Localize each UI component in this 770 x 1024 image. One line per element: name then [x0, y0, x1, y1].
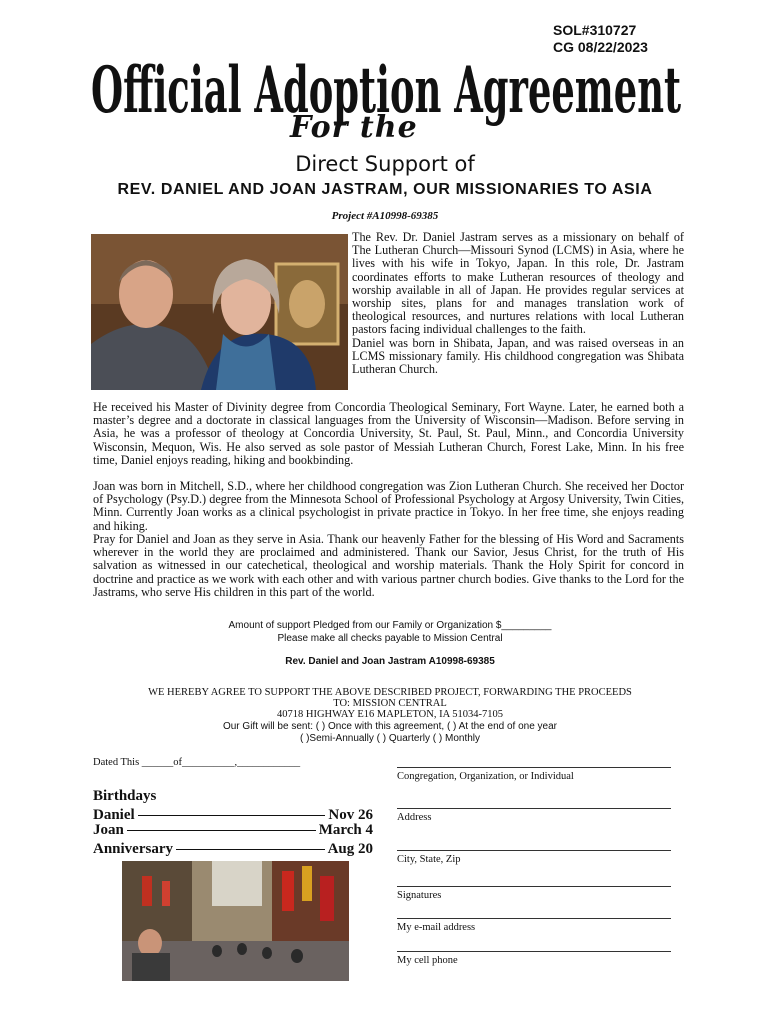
anniversary-rule — [176, 849, 325, 850]
title-text: Official Adoption Agreement — [91, 53, 682, 128]
signatures-field[interactable] — [397, 886, 671, 901]
congregation-field[interactable] — [397, 767, 671, 782]
paragraph-2: He received his Master of Divinity degree from Concordia Theological Seminary, Fort Wayne. Later, he earned both a master’s degree and a doctorate in classical languages from the University of Wisconsin—Madison. Before serving in Asia, he was a professor of theology at Concordia University, St. Paul, St. Paul, Minn., and Concordia University Wisconsin, Mequon, Wis. He also served as sole pastor of Messiah Lutheran Church, Forest Lake, Minn. In his free time, Daniel enjoys reading, hiking and bookbinding. — [93, 400, 684, 467]
agreement-address: 40718 HIGHWAY E16 MAPLETON, IA 51034-7105 — [277, 709, 503, 720]
gift-frequency-2: ( )Semi-Annually ( ) Quarterly ( ) Monthly — [299, 733, 481, 744]
paragraph-2-intro: Daniel was born in Shibata, Japan, and was raised overseas in an LCMS missionary family. His childhood congregation was Shibata Lutheran Church. — [352, 335, 684, 377]
street-scene-photo — [122, 861, 349, 981]
payable-note: Please make all checks payable to Mission Central — [277, 633, 503, 644]
address-field[interactable] — [397, 808, 671, 823]
paragraph-4: Pray for Daniel and Joan as they serve in Asia. Thank our heavenly Father for the blessing of His Word and Sacraments wherever in the world they are proclaimed and administered. Thank our Savior, Jesus Christ, for the truth of His salvation as witnessed in our catechetical, theological and worship materials. Thank the Holy Spirit for concord in doctrine and practice as we work with each other and with various partner church bodies. Give thanks to the Lord for the Jastrams, who serve His children in this part of the world. — [93, 532, 684, 599]
sol-number: SOL#310727 — [553, 22, 637, 38]
congregation-label: Congregation, Organization, or Individual — [397, 771, 574, 782]
paragraph-1 — [352, 231, 684, 376]
direct-support-heading: Direct Support of — [295, 152, 475, 176]
city-state-zip-label: City, State, Zip — [397, 854, 461, 865]
joan-rule — [127, 830, 316, 831]
agreement-line-2: TO: MISSION CENTRAL — [333, 698, 447, 709]
missionary-names: REV. DANIEL AND JOAN JASTRAM, OUR MISSIONARIES TO ASIA — [117, 181, 653, 198]
anniversary — [93, 841, 373, 858]
address-label: Address — [397, 812, 432, 823]
daniel-label: Daniel — [93, 807, 135, 823]
joan-label: Joan — [93, 822, 124, 838]
city-state-zip-field[interactable] — [397, 850, 671, 865]
birthdays-heading: Birthdays — [93, 788, 157, 804]
dated-field[interactable]: Dated This ______of__________,____________ — [93, 757, 301, 768]
for-the-text: For the — [290, 110, 418, 145]
joan-date: March 4 — [318, 822, 373, 838]
paragraph-1-text: The Rev. Dr. Daniel Jastram serves as a missionary on behalf of The Lutheran Church—Missouri Synod (LCMS) in Asia, where he lives with his wife in Tokyo, Japan. In this role, Dr. Jastram coordinates efforts to make Lutheran resources of theology and worship available in all of Japan. He provides regular services at worship sites, plans for and manages translation work of theological resources, and nurtures relations with local Lutheran pastors facing individual challenges to the faith. — [352, 230, 684, 337]
cg-date: CG 08/22/2023 — [553, 39, 648, 55]
project-number: Project #A10998-69385 — [331, 210, 439, 222]
agreement-line-1: WE HEREBY AGREE TO SUPPORT THE ABOVE DESCRIBED PROJECT, FORWARDING THE PROCEEDS — [148, 687, 632, 698]
cell-phone-label: My cell phone — [397, 955, 458, 966]
pledge-amount: Amount of support Pledged from our Family or Organization $_________ — [228, 620, 552, 631]
email-field[interactable] — [397, 918, 671, 933]
anniversary-label: Anniversary — [93, 841, 173, 857]
anniversary-date: Aug 20 — [327, 841, 373, 857]
paragraph-3: Joan was born in Mitchell, S.D., where her childhood congregation was Zion Lutheran Church. She received her Doctor of Psychology (Psy.D.) degree from the Minnesota School of Professional Psychology at Argosy University, Twin Cities, Minn. Currently Joan works as a clinical psychologist in private practice in Tokyo. In her free time, she enjoys reading and hiking. — [93, 479, 684, 533]
email-label: My e-mail address — [397, 922, 476, 933]
project-reference: Rev. Daniel and Joan Jastram A10998-69385 — [285, 656, 495, 667]
daniel-rule — [138, 815, 326, 816]
cell-phone-field[interactable] — [397, 951, 671, 966]
daniel-date: Nov 26 — [328, 807, 373, 823]
signatures-label: Signatures — [397, 890, 442, 901]
gift-frequency-1: Our Gift will be sent: ( ) Once with this agreement, ( ) At the end of one year — [222, 721, 558, 732]
missionary-couple-photo — [91, 234, 348, 390]
birthday-joan — [93, 822, 373, 839]
